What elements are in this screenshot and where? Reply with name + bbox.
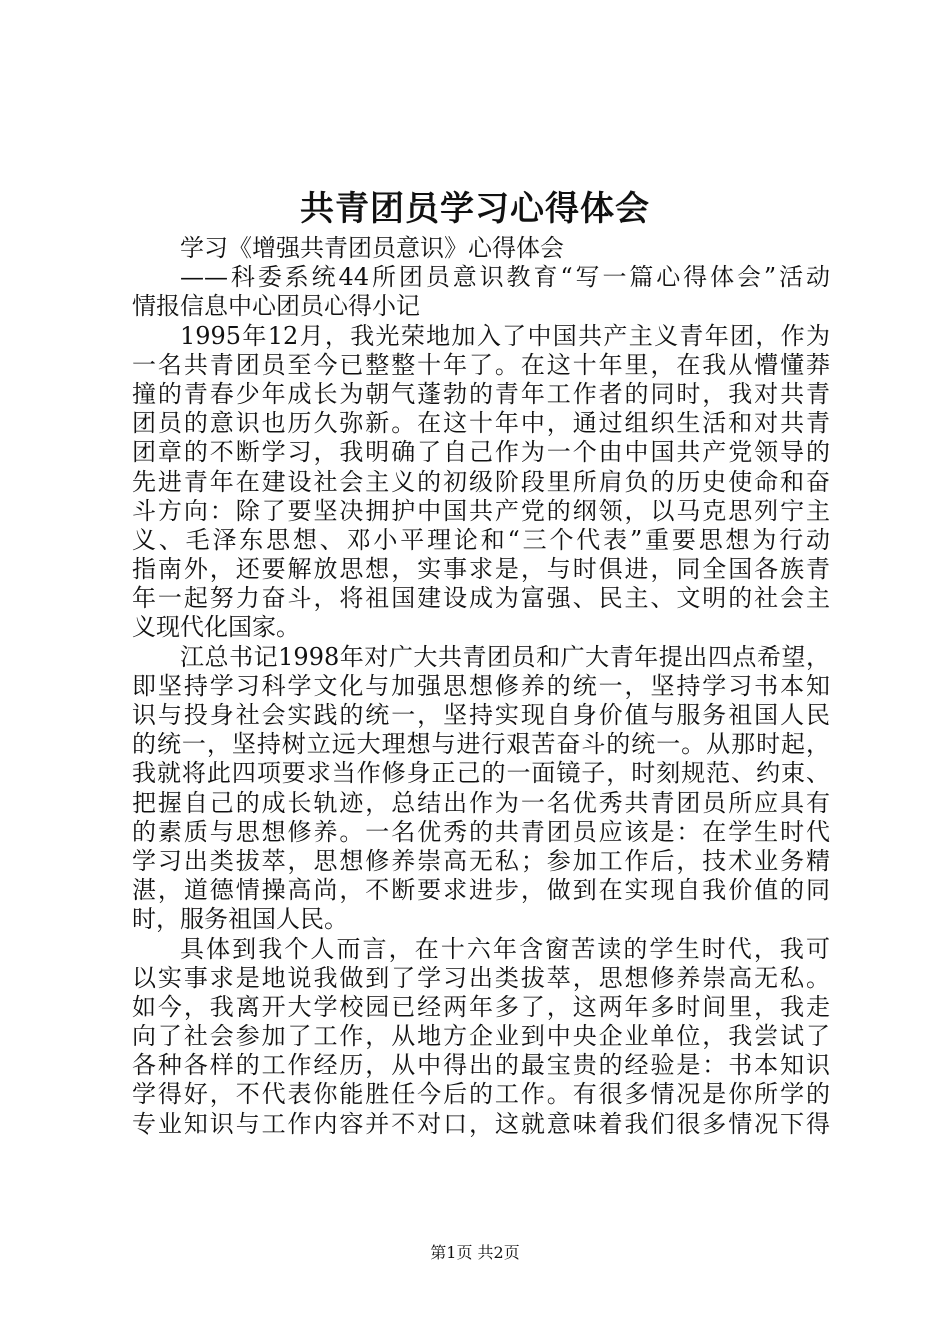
text-line: 如今，我离开大学校园已经两年多了，这两年多时间里，我走 [132,992,830,1021]
text-line: 我就将此四项要求当作修身正己的一面镜子，时刻规范、约束、 [132,759,830,788]
document-title: 共青团员学习心得体会 [300,189,650,229]
text-line: 义、毛泽东思想、邓小平理论和“三个代表”重要思想为行动 [132,525,830,554]
text-line: 识与投身社会实践的统一，坚持实现自身价值与服务祖国人民 [132,701,830,729]
text-line: 江总书记1998年对广大共青团员和广大青年提出四点希望， [180,642,830,671]
text-line: 专业知识与工作内容并不对口，这就意味着我们很多情况下得 [132,1109,830,1138]
text-line: 指南外，还要解放思想，实事求是，与时俱进，同全国各族青 [132,555,830,584]
text-line: 即坚持学习科学文化与加强思想修养的统一，坚持学习书本知 [132,671,830,700]
text-line: 情报信息中心团员心得小记 [132,292,420,321]
text-line: 义现代化国家。 [132,613,300,642]
text-line: 各种各样的工作经历，从中得出的最宝贵的经验是：书本知识 [132,1051,830,1080]
text-line: 向了社会参加了工作，从地方企业到中央企业单位，我尝试了 [132,1022,830,1051]
text-line: 团章的不断学习，我明确了自己作为一个由中国共产党领导的 [132,438,830,467]
text-line: 1995年12月，我光荣地加入了中国共产主义青年团，作为 [180,321,830,350]
text-line: 把握自己的成长轨迹，总结出作为一名优秀共青团员所应具有 [132,788,830,817]
text-line: 学习《增强共青团员意识》心得体会 [180,234,564,262]
text-line: 具体到我个人而言，在十六年含窗苦读的学生时代，我可 [180,934,830,963]
text-line: 的统一，坚持树立远大理想与进行艰苦奋斗的统一。从那时起， [132,730,830,759]
text-line: 时，服务祖国人民。 [132,905,348,934]
text-line: 湛，道德情操高尚，不断要求进步，做到在实现自我价值的同 [132,876,830,905]
text-line: 以实事求是地说我做到了学习出类拔萃，思想修养崇高无私。 [132,963,830,992]
text-line: 撞的青春少年成长为朝气蓬勃的青年工作者的同时，我对共青 [132,379,830,408]
text-line: 的素质与思想修养。一名优秀的共青团员应该是：在学生时代 [132,817,830,846]
text-line: 先进青年在建设社会主义的初级阶段里所肩负的历史使命和奋 [132,467,830,496]
text-line: 年一起努力奋斗，将祖国建设成为富强、民主、文明的社会主 [132,584,830,613]
text-line: 一名共青团员至今已整整十年了。在这十年里，在我从懵懂莽 [132,350,830,379]
text-line: 团员的意识也历久弥新。在这十年中，通过组织生活和对共青 [132,409,830,438]
document-body [132,234,830,1139]
text-line: ——科委系统44所团员意识教育“写一篇心得体会”活动 [180,263,830,292]
text-line: 学习出类拔萃，思想修养崇高无私；参加工作后，技术业务精 [132,846,830,875]
text-line: 学得好，不代表你能胜任今后的工作。有很多情况是你所学的 [132,1080,830,1109]
text-line: 斗方向：除了要坚决拥护中国共产党的纲领，以马克思列宁主 [132,496,830,525]
page-footer: 第1页 共2页 [430,1243,520,1262]
